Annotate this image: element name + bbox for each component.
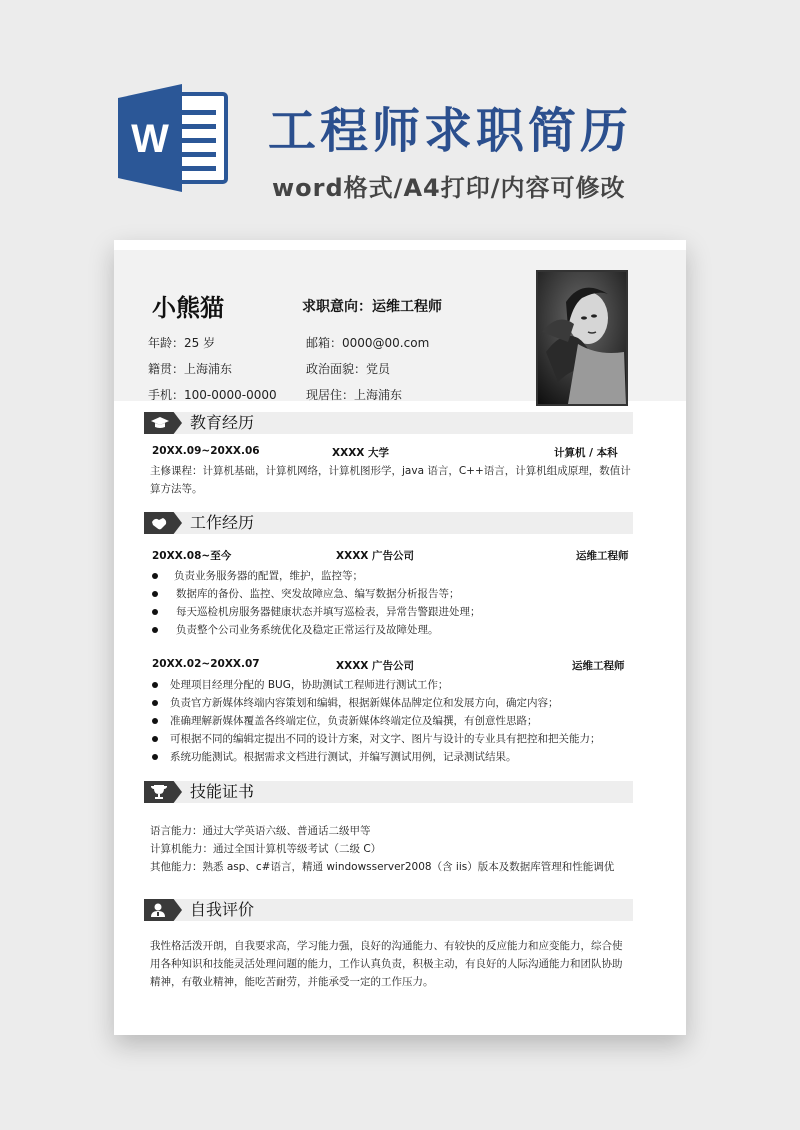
skill-line-other: 其他能力：熟悉 asp、c#语言，精通 windowsserver2008（含 iis）版本及数据库管理和性能调优	[150, 861, 615, 873]
info-origin: 籍贯：上海浦东	[148, 362, 233, 376]
list-item: 每天巡检机房服务器健康状态并填写巡检表，异常告警跟进处理；	[150, 603, 481, 621]
education-period: 20XX.09~20XX.06	[152, 445, 260, 457]
banner-subtitle: word格式/A4打印/内容可修改	[272, 174, 626, 202]
list-item: 负责业务服务器的配置，维护，监控等；	[150, 567, 481, 585]
skill-line-computer: 计算机能力：通过全国计算机等级考试（二级 C）	[150, 843, 382, 855]
candidate-name: 小熊猫	[152, 294, 224, 322]
section-header-work	[144, 512, 633, 534]
info-age: 年龄：25 岁	[148, 336, 216, 350]
list-item: 处理项目经理分配的 BUG，协助测试工程师进行测试工作；	[150, 676, 601, 694]
section-header-education	[144, 412, 633, 434]
skill-line-language: 语言能力：通过大学英语六级、普通话二级甲等	[150, 825, 371, 837]
word-logo-letter: W	[131, 117, 169, 161]
list-item: 负责官方新媒体终端内容策划和编辑，根据新媒体品牌定位和发展方向，确定内容；	[150, 694, 601, 712]
list-item: 数据库的备份、监控、突发故障应急、编写数据分析报告等；	[150, 585, 481, 603]
info-phone: 手机：100-0000-0000	[148, 388, 277, 402]
info-political: 政治面貌：党员	[306, 362, 391, 376]
section-title-skills: 技能证书	[190, 782, 255, 801]
list-item: 负责整个公司业务系统优化及稳定正常运行及故障处理。	[150, 621, 481, 639]
job2-role: 运维工程师	[572, 660, 625, 672]
section-header-self-eval	[144, 899, 633, 921]
profile-photo	[536, 270, 628, 406]
profile-header	[114, 250, 686, 401]
job1-period: 20XX.08~至今	[152, 550, 232, 562]
section-header-skills	[144, 781, 633, 803]
section-title-self-eval: 自我评价	[190, 900, 255, 919]
job-intent: 求职意向：运维工程师	[302, 299, 442, 315]
banner-title: 工程师求职简历	[268, 103, 633, 159]
list-item: 可根据不同的编辑定提出不同的设计方案，对文字、图片与设计的专业具有把控和把关能力；	[150, 730, 601, 748]
info-residence: 现居住：上海浦东	[306, 388, 403, 402]
education-degree: 计算机 / 本科	[554, 447, 618, 459]
education-courses: 主修课程：计算机基础，计算机网络，计算机图形学，java 语言，C++语言，计算机组成原理，数值计算方法等。	[150, 465, 631, 495]
word-logo-icon	[118, 84, 228, 192]
section-title-work: 工作经历	[190, 513, 255, 532]
job1-duty-list	[150, 567, 481, 639]
handshake-icon	[144, 512, 182, 534]
skills-list	[150, 822, 614, 876]
job1-role: 运维工程师	[576, 550, 629, 562]
portrait-image	[538, 272, 626, 404]
job2-period: 20XX.02~20XX.07	[152, 658, 260, 670]
resume-sheet	[114, 240, 686, 1035]
user-icon	[144, 899, 182, 921]
graduation-cap-icon	[144, 412, 182, 434]
self-eval-text: 我性格活泼开朗，自我要求高，学习能力强，良好的沟通能力、有较快的反应能力和应变能力，综合使用各种知识和技能灵活处理问题的能力，工作认真负责，积极主动，有良好的人际沟通能力和团队协助精神，有敬业精神，能吃苦耐劳，并能承受一定的工作压力。	[150, 940, 623, 988]
education-school: XXXX 大学	[332, 447, 390, 459]
job1-company: XXXX 广告公司	[336, 550, 415, 562]
job2-duty-list	[150, 676, 601, 766]
info-email: 邮箱：0000@00.com	[306, 336, 430, 350]
trophy-icon	[144, 781, 182, 803]
list-item: 系统功能测试。根据需求文档进行测试，并编写测试用例，记录测试结果。	[150, 748, 601, 766]
job2-company: XXXX 广告公司	[336, 660, 415, 672]
list-item: 准确理解新媒体覆盖各终端定位，负责新媒体终端定位及编撰，有创意性思路；	[150, 712, 601, 730]
section-title-education: 教育经历	[190, 413, 255, 432]
